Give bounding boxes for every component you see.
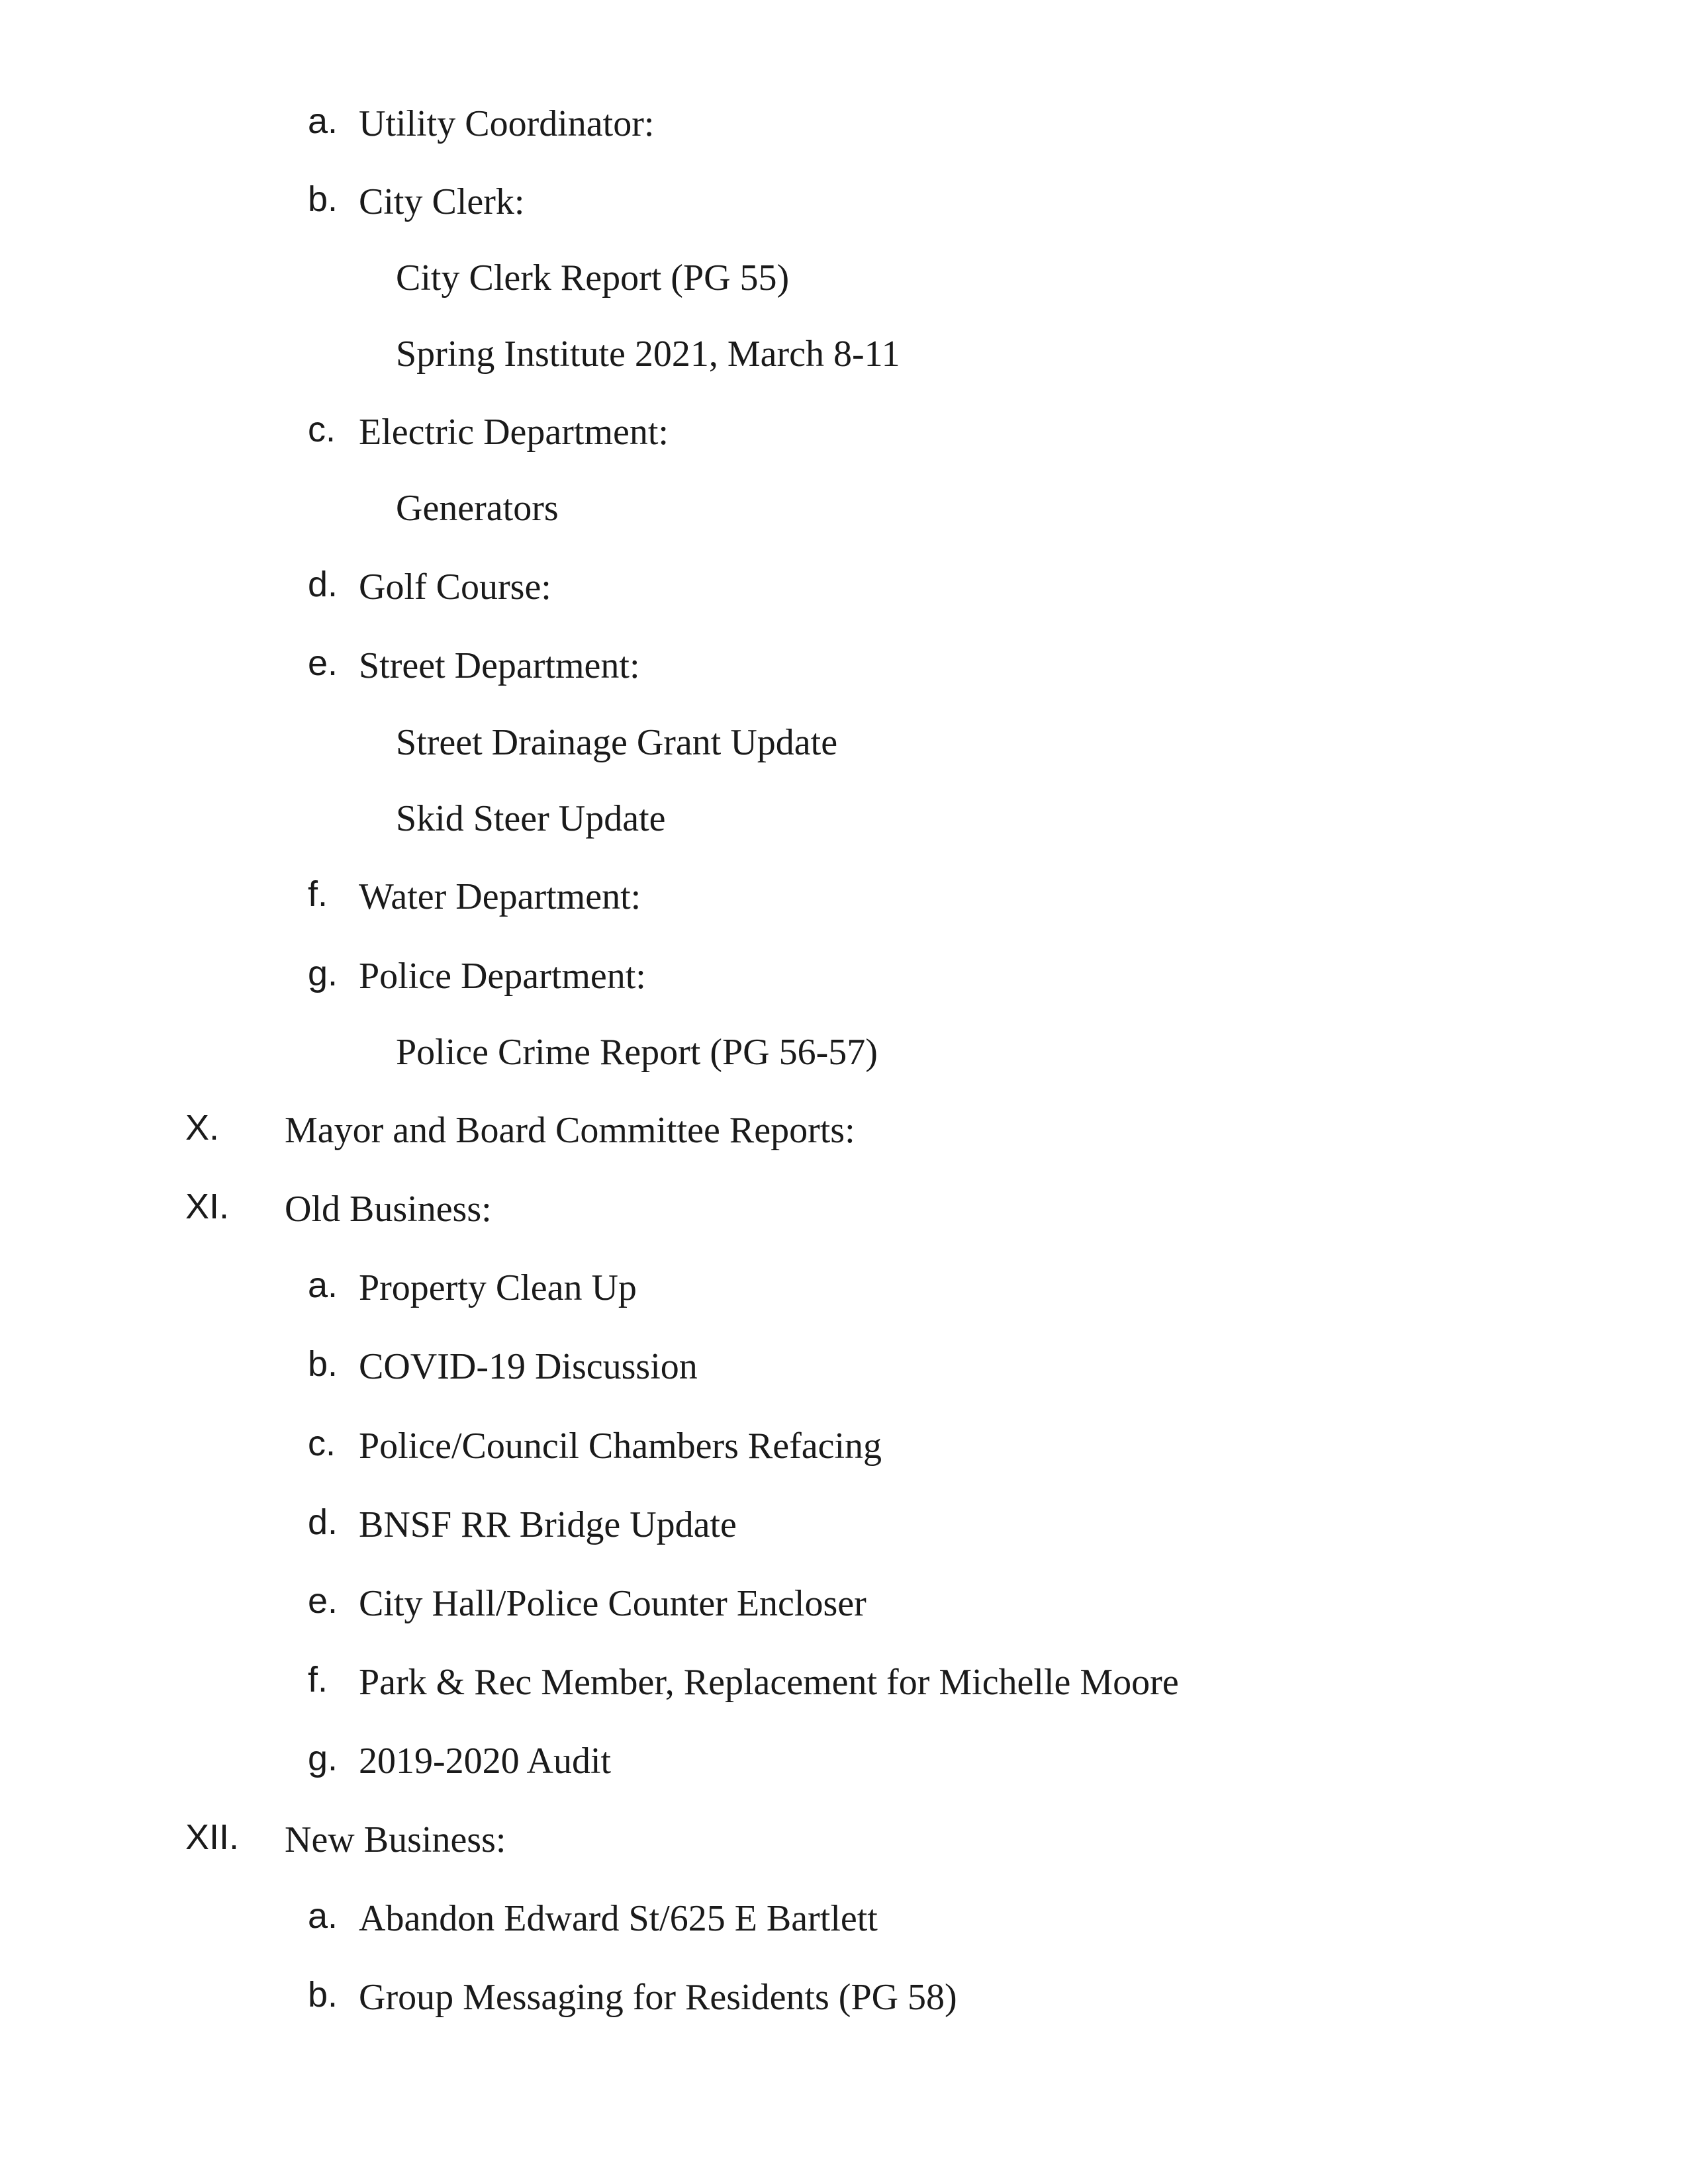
- section-title: Mayor and Board Committee Reports:: [285, 1110, 855, 1151]
- list-item-group-messaging: [0, 1971, 1688, 2024]
- detail-text: Generators: [396, 488, 559, 529]
- list-item-label: Abandon Edward St/625 E Bartlett: [359, 1898, 878, 1939]
- list-marker: g.: [308, 954, 338, 993]
- list-item-counter-encloser: [0, 1577, 1688, 1630]
- list-item-label: Utility Coordinator:: [359, 103, 655, 144]
- detail-generators: [0, 482, 1688, 535]
- list-item-label: COVID-19 Discussion: [359, 1346, 698, 1387]
- list-item-label: City Clerk:: [359, 181, 525, 222]
- list-item-golf-course: [0, 561, 1688, 614]
- list-marker: f.: [308, 874, 328, 914]
- list-marker: b.: [308, 1975, 338, 2015]
- list-item-electric-department: [0, 406, 1688, 459]
- list-item-city-clerk: [0, 175, 1688, 228]
- list-item-utility-coordinator: [0, 97, 1688, 150]
- list-marker: c.: [308, 410, 336, 449]
- list-marker: f.: [308, 1660, 328, 1700]
- list-item-label: Property Clean Up: [359, 1267, 637, 1308]
- list-marker: g.: [308, 1739, 338, 1778]
- detail-text: Spring Institute 2021, March 8-11: [396, 334, 900, 375]
- list-item-label: Police/Council Chambers Refacing: [359, 1426, 882, 1467]
- list-marker: c.: [308, 1424, 336, 1463]
- list-item-covid-discussion: [0, 1340, 1688, 1393]
- list-marker: b.: [308, 1344, 338, 1384]
- list-item-chambers-refacing: [0, 1420, 1688, 1473]
- roman-numeral: X.: [185, 1108, 220, 1148]
- list-marker: a.: [308, 1896, 338, 1936]
- section-xii-heading: [0, 1813, 1688, 1866]
- detail-text: Street Drainage Grant Update: [396, 722, 838, 763]
- list-item-police-department: [0, 950, 1688, 1003]
- list-marker: d.: [308, 565, 338, 604]
- list-item-label: Street Department:: [359, 645, 640, 686]
- detail-text: Skid Steer Update: [396, 798, 666, 839]
- list-item-label: Water Department:: [359, 876, 641, 917]
- detail-spring-institute: [0, 328, 1688, 381]
- detail-text: Police Crime Report (PG 56-57): [396, 1032, 878, 1073]
- list-marker: e.: [308, 643, 338, 683]
- list-item-property-clean-up: [0, 1261, 1688, 1314]
- list-item-label: 2019-2020 Audit: [359, 1741, 612, 1782]
- roman-numeral: XII.: [185, 1817, 240, 1857]
- detail-text: City Clerk Report (PG 55): [396, 257, 790, 298]
- list-item-label: Police Department:: [359, 956, 646, 997]
- list-item-label: City Hall/Police Counter Encloser: [359, 1583, 867, 1624]
- list-marker: d.: [308, 1502, 338, 1542]
- list-item-label: Group Messaging for Residents (PG 58): [359, 1977, 957, 2018]
- list-item-label: Electric Department:: [359, 412, 669, 453]
- section-title: New Business:: [285, 1819, 506, 1860]
- list-marker: a.: [308, 101, 338, 141]
- detail-city-clerk-report: [0, 251, 1688, 304]
- section-xi-heading: [0, 1183, 1688, 1236]
- list-marker: e.: [308, 1581, 338, 1621]
- roman-numeral: XI.: [185, 1187, 230, 1226]
- detail-police-crime-report: [0, 1026, 1688, 1079]
- detail-skid-steer: [0, 792, 1688, 845]
- list-item-water-department: [0, 870, 1688, 923]
- list-item-label: BNSF RR Bridge Update: [359, 1504, 737, 1545]
- section-title: Old Business:: [285, 1189, 492, 1230]
- list-item-bnsf-bridge: [0, 1498, 1688, 1551]
- list-item-audit: [0, 1735, 1688, 1788]
- list-marker: b.: [308, 179, 338, 219]
- list-item-label: Park & Rec Member, Replacement for Michelle Moore: [359, 1662, 1179, 1703]
- list-marker: a.: [308, 1265, 338, 1305]
- section-x-heading: [0, 1104, 1688, 1157]
- list-item-abandon-edward-st: [0, 1892, 1688, 1945]
- detail-street-drainage: [0, 716, 1688, 769]
- list-item-park-rec-member: [0, 1656, 1688, 1709]
- list-item-label: Golf Course:: [359, 567, 551, 608]
- list-item-street-department: [0, 639, 1688, 692]
